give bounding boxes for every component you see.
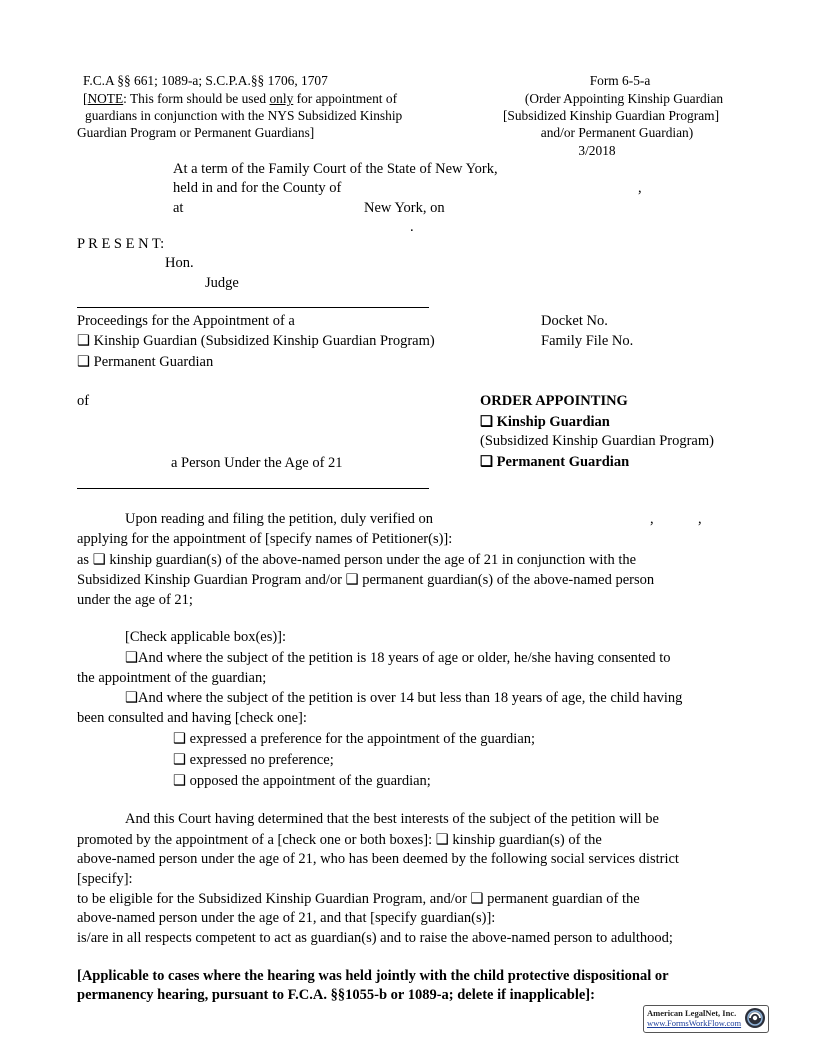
eligible-permanent-text: permanent guardian of the xyxy=(487,891,640,907)
best-interests-line1: And this Court having determined that the best interests of the subject of the petition will be xyxy=(125,811,659,827)
court-date-period: . xyxy=(410,219,414,235)
court-place: New York, on xyxy=(364,200,445,216)
brand-url[interactable]: www.FormsWorkFlow.com xyxy=(647,1018,742,1028)
date-comma-2: , xyxy=(698,511,702,527)
note-text-end: for appointment of xyxy=(293,91,398,106)
best-interests-line3: above-named person under the age of 21, who has been deemed by the following social services district xyxy=(77,851,679,867)
globe-icon xyxy=(744,1007,766,1029)
best-interests-line2 xyxy=(77,832,602,849)
checkbox-icon[interactable]: ❑ xyxy=(470,891,484,907)
consent-clause-text: And where the subject of the petition is 18 years of age or older, he/she having consented to xyxy=(138,650,671,666)
applicable-note-line2: permanency hearing, pursuant to F.C.A. §§1055-b or 1089-a; delete if inapplicable]: xyxy=(77,987,595,1003)
docket-no-label: Docket No. xyxy=(541,313,608,329)
note-label: NOTE xyxy=(87,91,124,106)
proceedings-heading: Proceedings for the Appointment of a xyxy=(77,313,295,329)
court-county-line: held in and for the County of xyxy=(173,180,342,196)
checkbox-icon[interactable]: ❑ xyxy=(125,650,138,666)
kinship-guardian-line xyxy=(77,552,636,569)
consulted-clause-text: And where the subject of the petition is over 14 but less than 18 years of age, the child having xyxy=(138,690,683,706)
checkbox-icon[interactable]: ❑ xyxy=(345,572,359,588)
order-option-permanent-label: Permanent Guardian xyxy=(496,454,630,470)
family-file-no-label: Family File No. xyxy=(541,333,634,349)
option-no-preference-text: expressed no preference; xyxy=(189,752,334,768)
best-interests-text: promoted by the appointment of a [check one or both boxes]: xyxy=(77,832,433,848)
person-under-21: a Person Under the Age of 21 xyxy=(171,455,343,471)
option-no-preference xyxy=(173,752,334,769)
option-opposed xyxy=(173,773,431,790)
best-interests-line4: [specify]: xyxy=(77,871,133,887)
order-option-kinship-sub: (Subsidized Kinship Guardian Program) xyxy=(480,433,714,449)
checkbox-icon[interactable]: ❑ xyxy=(173,752,186,768)
best-interests-line7: is/are in all respects competent to act as guardian(s) and to raise the above-named person to adulthood; xyxy=(77,930,673,946)
eligible-text: to be eligible for the Subsidized Kinship Guardian Program, and/or xyxy=(77,891,467,907)
form-date: 3/2018 xyxy=(578,143,616,158)
as-label: as xyxy=(77,552,90,568)
usage-note-line1: [NOTE: This form should be used only for appointment of xyxy=(83,91,398,106)
caption-bottom-rule xyxy=(77,488,429,489)
best-interests-kinship-text: kinship guardian(s) of the xyxy=(452,832,602,848)
checkbox-icon[interactable]: ❑ xyxy=(480,414,493,430)
note-text: : This form should be used xyxy=(123,91,270,106)
checkbox-icon[interactable]: ❑ xyxy=(173,731,186,747)
judge-label: Judge xyxy=(205,275,239,291)
caption-option-kinship-label: Kinship Guardian (Subsidized Kinship Guardian Program) xyxy=(93,333,435,349)
checkbox-icon[interactable]: ❑ xyxy=(77,354,90,370)
kinship-guardian-text: kinship guardian(s) of the above-named person under the age of 21 in conjunction with the xyxy=(109,552,637,568)
present-label: P R E S E N T: xyxy=(77,236,165,252)
checkbox-icon[interactable]: ❑ xyxy=(125,690,138,706)
of-label: of xyxy=(77,393,90,409)
petitioners-line: applying for the appointment of [specify names of Petitioner(s)]: xyxy=(77,531,453,547)
order-option-kinship xyxy=(480,414,610,431)
option-preference xyxy=(173,731,535,748)
program-text: Subsidized Kinship Guardian Program and/or xyxy=(77,572,342,588)
court-term-line1: At a term of the Family Court of the State of New York, xyxy=(173,161,498,177)
permanent-guardian-line xyxy=(77,572,654,589)
consulted-clause-line2: been consulted and having [check one]: xyxy=(77,710,307,726)
petition-verified-line: Upon reading and filing the petition, duly verified on xyxy=(125,511,434,527)
caption-top-rule xyxy=(77,307,429,308)
option-opposed-text: opposed the appointment of the guardian; xyxy=(189,773,431,789)
form-title-line3: and/or Permanent Guardian) xyxy=(540,125,694,140)
checkbox-icon[interactable]: ❑ xyxy=(173,773,186,789)
consulted-clause-line1 xyxy=(125,690,682,707)
order-title: ORDER APPOINTING xyxy=(480,393,628,409)
court-at-label: at xyxy=(173,200,184,216)
under-21-line: under the age of 21; xyxy=(77,592,193,608)
caption-option-kinship xyxy=(77,333,435,350)
date-comma-1: , xyxy=(650,511,654,527)
checkbox-icon[interactable]: ❑ xyxy=(435,832,449,848)
check-applicable-label: [Check applicable box(es)]: xyxy=(125,629,287,645)
note-only: only xyxy=(269,91,294,106)
statute-citation: F.C.A §§ 661; 1089-a; S.C.P.A.§§ 1706, 1707 xyxy=(83,73,328,88)
order-option-permanent xyxy=(480,454,629,471)
checkbox-icon[interactable]: ❑ xyxy=(480,454,493,470)
permanent-guardian-text: permanent guardian(s) of the above-named person xyxy=(362,572,655,588)
usage-note-line3: Guardian Program or Permanent Guardians] xyxy=(77,125,315,140)
checkbox-icon[interactable]: ❑ xyxy=(77,333,90,349)
best-interests-line6: above-named person under the age of 21, and that [specify guardian(s)]: xyxy=(77,910,496,926)
form-title-line2: [Subsidized Kinship Guardian Program] xyxy=(502,108,720,123)
checkbox-icon[interactable]: ❑ xyxy=(92,552,106,568)
usage-note-line2: guardians in conjunction with the NYS Subsidized Kinship xyxy=(85,108,403,123)
best-interests-line5 xyxy=(77,891,640,908)
consent-clause-line2: the appointment of the guardian; xyxy=(77,670,267,686)
order-option-kinship-label: Kinship Guardian xyxy=(496,414,610,430)
form-title-line1: (Order Appointing Kinship Guardian xyxy=(524,91,724,106)
caption-option-permanent xyxy=(77,354,213,371)
american-legalnet-logo[interactable] xyxy=(643,1005,769,1033)
applicable-note-line1: [Applicable to cases where the hearing was held jointly with the child protective dispositional or xyxy=(77,968,669,984)
option-preference-text: expressed a preference for the appointment of the guardian; xyxy=(189,731,536,747)
consent-clause-line1 xyxy=(125,650,671,667)
court-county-comma: , xyxy=(638,180,642,196)
brand-name: American LegalNet, Inc. xyxy=(647,1008,737,1018)
form-number: Form 6-5-a xyxy=(589,73,651,88)
caption-option-permanent-label: Permanent Guardian xyxy=(93,354,214,370)
hon-label: Hon. xyxy=(165,255,194,271)
